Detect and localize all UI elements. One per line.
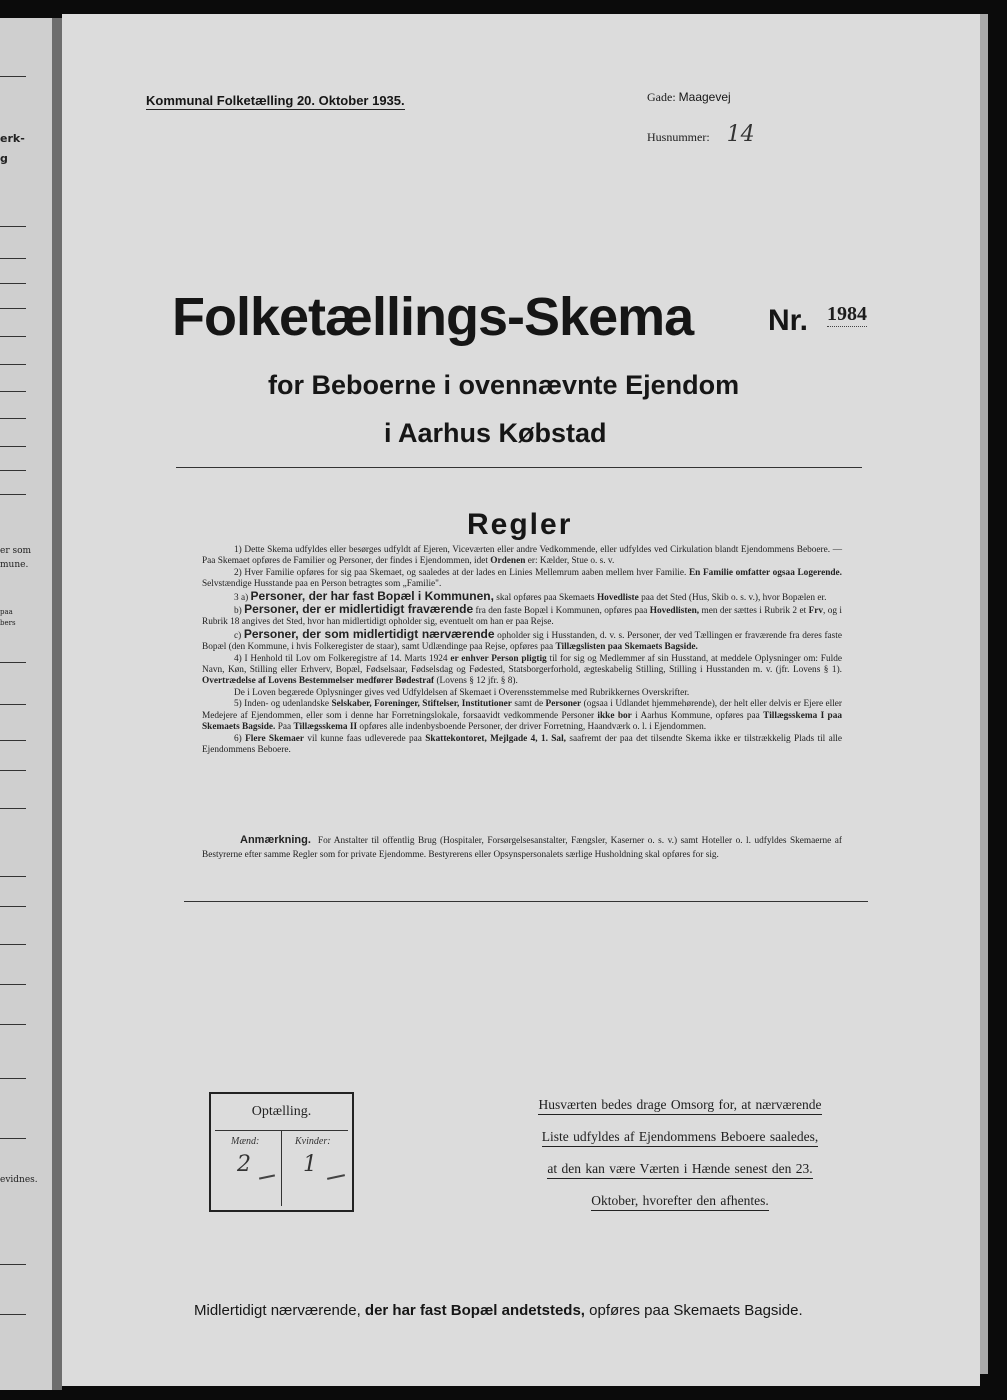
count-box-title: Optælling. [251, 1104, 312, 1119]
margin-rule [0, 944, 26, 945]
census-header-line: Kommunal Folketælling 20. Oktober 1935. [146, 93, 405, 108]
count-box-column-divider [281, 1130, 282, 1206]
women-count: 1 [303, 1152, 317, 1177]
margin-rule [0, 808, 26, 809]
margin-rule [0, 446, 26, 447]
form-number-label: Nr. [768, 304, 809, 337]
form-title: Folketællings-Skema [172, 287, 694, 347]
margin-rule [0, 984, 26, 985]
count-box [209, 1092, 354, 1212]
rules-heading: Regler [467, 508, 573, 541]
rules-bottom-divider [184, 901, 868, 902]
margin-rule [0, 704, 26, 705]
margin-rule [0, 470, 26, 471]
rule-5: 5) Inden- og udenlandske Selskaber, Foreninger, Stiftelser, Institutioner samt de Personer (ogsaa i Udlandet hjemmehørende), der helt eller delvis er Ejere eller Medejere af Ejendommen, eller som i denne har Forretningslokale, forsaavidt vedkommende Personer ikke bor i Aarhus Kommune, opføres paa Tillægsskema I paa Skemaets Bagside. Paa Tillægsskema II opføres alle indenbysboende Personer, der driver Forretning, Haandværk o. l. i Ejendommen. [202, 699, 843, 733]
margin-rule [0, 283, 26, 284]
margin-rule [0, 494, 26, 495]
book-gutter [52, 18, 62, 1390]
margin-rule [0, 876, 26, 877]
margin-rule [0, 1138, 26, 1139]
notice-line: at den kan være Værten i Hænde senest den 23. [547, 1161, 812, 1179]
margin-text: mune. [0, 560, 29, 570]
margin-text: g [0, 152, 8, 165]
rule-3b: b) Personer, der er midlertidigt fraværende fra den faste Bopæl i Kommunen, opføres paa Hovedlisten, men der sættes i Rubrik 2 et Frv, og i Rubrik 18 angives det Sted, hvor han midlertidigt opholder sig, eventuelt om han er paa Rejse. [202, 602, 843, 628]
street-value: Maagevej [678, 90, 731, 104]
notice-line: Husværten bedes drage Omsorg for, at nærværende [538, 1097, 821, 1115]
rule-3a: 3 a) Personer, der har fast Bopæl i Kommunen, skal opføres paa Skemaets Hovedliste paa det Sted (Hus, Skib o. s. v.), hvor Bopælen er. [234, 588, 827, 603]
notice-line: Oktober, hvorefter den afhentes. [591, 1193, 769, 1211]
margin-rule [0, 906, 26, 907]
rules-text [202, 545, 842, 756]
margin-text: evidnes. [0, 1175, 38, 1185]
margin-rule [0, 1314, 26, 1315]
margin-text: erk- [0, 132, 25, 145]
men-label: Mænd: [231, 1136, 260, 1147]
margin-rule [0, 308, 26, 309]
form-subtitle-location: i Aarhus Købstad [384, 418, 607, 448]
margin-rule [0, 258, 26, 259]
house-number-value: 14 [726, 122, 755, 147]
margin-rule [0, 740, 26, 741]
rule-4: 4) I Henhold til Lov om Folkeregistre af 14. Marts 1924 er enhver Person pligtig til for sig og Medlemmer af sin Husstand, at meddele Oplysninger om: Fulde Navn, Køn, Stilling eller Erhverv, Bopæl, Fødselsaar, Fødselsdag og Fødested, Statsborgerforhold, ægteskabelig Stilling, Stilling i Husstanden m. v. (jfr. Lovens § 1). Overtrædelse af Lovens Bestemmelser medfører Bødestraf (Lovens § 12 jfr. § 8). [202, 653, 842, 687]
margin-rule [0, 1078, 26, 1079]
margin-rule [0, 336, 26, 337]
notice-line: Liste udfyldes af Ejendommens Beboere saaledes, [542, 1129, 818, 1147]
house-number-label: Husnummer: [647, 130, 710, 144]
margin-rule [0, 1264, 26, 1265]
margin-rule [0, 76, 26, 77]
margin-rule [0, 418, 26, 419]
men-count: 2 [237, 1152, 251, 1177]
margin-rule [0, 226, 26, 227]
rule-3c: c) Personer, der som midlertidigt nærværende opholder sig i Husstanden, d. v. s. Personer, der ved Tællingen er fraværende fra deres faste Bopæl (den Kommune, i hvis Folkeregister de staar), samt Udlændinge paa Rejse, opføres paa Tillægslisten paa Skemaets Bagside. [202, 626, 842, 653]
form-number-value: 1984 [827, 303, 867, 325]
margin-rule [0, 1024, 26, 1025]
margin-text: bers [0, 619, 16, 627]
street-label: Gade: [647, 90, 676, 104]
margin-rule [0, 770, 26, 771]
form-subtitle: for Beboerne i ovennævnte Ejendom [268, 370, 740, 400]
remark-text: For Anstalter til offentlig Brug (Hospitaler, Forsørgelsesanstalter, Fængsler, Kaserner o. s. v.) samt Hoteller o. l. udfyldes Skemaerne af Bestyrerne efter samme Regler som for private Ejendomme. Bestyrerens eller Opsynspersonalets særlige Husholdning skal opføres for sig. [202, 836, 842, 860]
rule-6: 6) Flere Skemaer vil kunne faas udleverede paa Skattekontoret, Mejlgade 4, 1. Sal, saafremt der paa det tilsendte Skema ikke er tilstrækkelig Plads til alle Ejendommens Beboere. [202, 733, 843, 755]
women-label: Kvinder: [295, 1136, 331, 1147]
rule-4-note: De i Loven begærede Oplysninger gives ved Udfyldelsen af Skemaet i Overensstemmelse med Rubrikkernes Overskrifter. [234, 687, 690, 698]
remark-note [202, 834, 842, 862]
rule-2: 2) Hver Familie opføres for sig paa Skemaet, og saaledes at der lades en Linies Mellemrum aaben mellem hver Familie. En Familie omfatter ogsaa Logerende. Selvstændige Husstande paa en Person betragtes som „Familie". [202, 567, 842, 590]
margin-text: paa [0, 608, 13, 616]
census-form-page [62, 14, 980, 1386]
tally-mark [327, 1174, 345, 1180]
title-divider [176, 467, 862, 468]
remark-label: Anmærkning. [240, 834, 311, 846]
street-field [647, 90, 731, 105]
margin-rule [0, 662, 26, 663]
adjacent-page-edge [0, 18, 52, 1390]
margin-rule [0, 391, 26, 392]
rule-1: 1) Dette Skema udfyldes eller besørges udfyldt af Ejeren, Viceværten eller andre Vedkommende, eller udfyldes ved Cirkulation blandt Ejendommens Beboere. — Paa Skemaet opføres de Familier og Personer, der findes i Ejendommen, idet Ordenen er: Kælder, Stue o. s. v. [202, 545, 842, 567]
house-number-field [647, 122, 755, 147]
tally-mark [259, 1174, 275, 1179]
margin-text: er som [0, 546, 32, 556]
footer-note: Midlertidigt nærværende, der har fast Bopæl andetsteds, opføres paa Skemaets Bagside. [194, 1302, 803, 1319]
margin-rule [0, 364, 26, 365]
landlord-notice [512, 1094, 848, 1222]
